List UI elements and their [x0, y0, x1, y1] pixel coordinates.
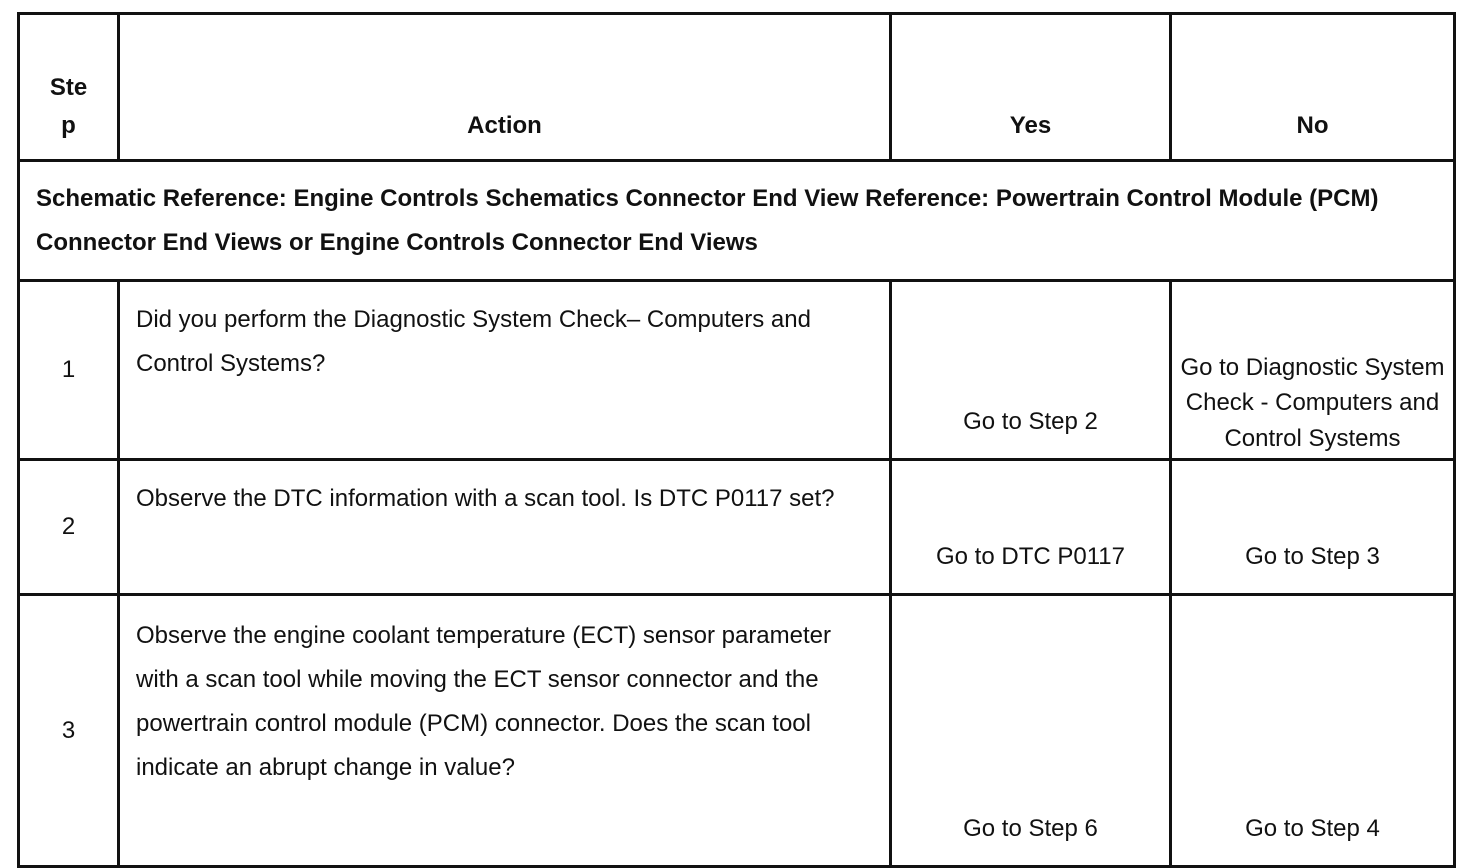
table-row: [19, 595, 1455, 867]
step-action: Observe the DTC information with a scan tool. Is DTC P0117 set?: [119, 460, 891, 595]
table-row: [19, 460, 1455, 595]
diagnostic-table: [17, 12, 1456, 868]
step-number: 3: [19, 595, 119, 867]
yes-outcome: Go to DTC P0117: [891, 460, 1171, 595]
header-action: Action: [119, 14, 891, 161]
schematic-reference: Schematic Reference: Engine Controls Schematics Connector End View Reference: Powertrain Control Module (PCM) Connector End Views or Engine Controls Connector End Views: [19, 161, 1455, 281]
step-number: 2: [19, 460, 119, 595]
header-yes: Yes: [891, 14, 1171, 161]
reference-row: [19, 161, 1455, 281]
step-action: Observe the engine coolant temperature (ECT) sensor parameter with a scan tool while moving the ECT sensor connector and the powertrain control module (PCM) connector. Does the scan tool indicate an abrupt change in value?: [119, 595, 891, 867]
no-outcome: Go to Step 4: [1171, 595, 1455, 867]
no-outcome: Go to Step 3: [1171, 460, 1455, 595]
step-number: 1: [19, 281, 119, 460]
header-no: No: [1171, 14, 1455, 161]
yes-outcome: Go to Step 6: [891, 595, 1171, 867]
table-row: [19, 281, 1455, 460]
step-action: Did you perform the Diagnostic System Check– Computers and Control Systems?: [119, 281, 891, 460]
header-step: Step: [19, 14, 119, 161]
yes-outcome: Go to Step 2: [891, 281, 1171, 460]
no-outcome: Go to Diagnostic System Check - Computers and Control Systems: [1171, 281, 1455, 460]
header-row: [19, 14, 1455, 161]
